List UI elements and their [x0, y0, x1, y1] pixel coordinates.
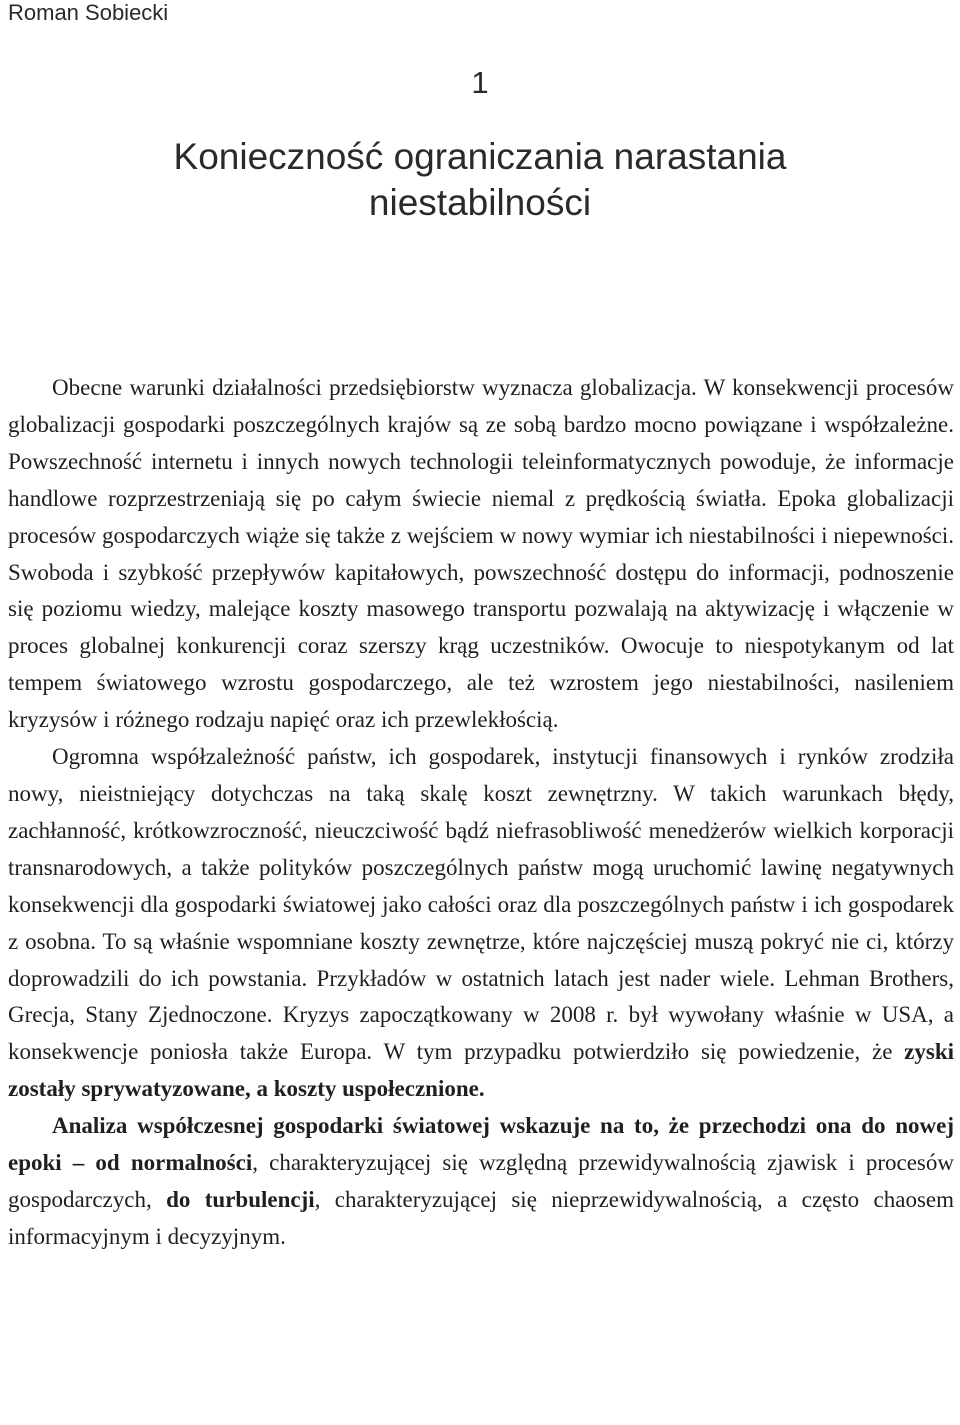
running-head-author: Roman Sobiecki	[8, 0, 169, 25]
paragraph-2-bold: zyski zostały sprywatyzowane, a koszty uspołecznione.	[8, 1039, 954, 1102]
paragraph-3	[8, 1108, 954, 1256]
paragraph-1	[8, 370, 954, 739]
paragraph-3-bold-2: do turbulencji	[166, 1186, 315, 1212]
chapter-title-line2: niestabilności	[368, 182, 592, 223]
chapter-title-line1: Konieczność ograniczania narastania	[173, 136, 787, 177]
paragraph-3-text-2: , charakteryzującej się nieprzewidywalnością, a często chaosem informacyjnym i decyzyjnym.	[8, 1186, 954, 1249]
paragraph-1-text: Obecne warunki działalności przedsiębiorstw wyznacza globalizacja. W konsekwencji procesów globalizacji gospodarki poszczególnych krajów są ze sobą bardzo mocno powiązane i współzależne. Powszechność internetu i innych nowych technologii teleinformatycznych powoduje, że informacje handlowe rozprzestrzeniają się po całym świecie niemal z prędkością światła. Epoka globalizacji procesów gospodarczych wiąże się także z wejściem w nowy wymiar ich niestabilności i niepewności. Swoboda i szybkość przepływów kapitałowych, powszechność dostępu do informacji, podnoszenie się poziomu wiedzy, malejące koszty masowego transportu pozwalają na aktywizację i włączenie w proces globalnej konkurencji coraz szerszy krąg uczestników. Owocuje to niespotykanym od lat tempem światowego wzrostu gospodarczego, ale też wzrostem jego niestabilności, nasileniem kryzysów i różnego rodzaju napięć oraz ich przewlekłością.	[8, 375, 954, 733]
body-text	[8, 370, 954, 1256]
paragraph-3-text-1: , charakteryzującej się względną przewidywalnością zjawisk i procesów gospodarczych,	[8, 1150, 954, 1212]
paragraph-3-bold-1: Analiza współczesnej gospodarki światowej wskazuje na to, że przechodzi ona do nowej epoki – od normalności	[8, 1113, 954, 1176]
chapter-number	[0, 64, 960, 102]
paragraph-2	[8, 739, 954, 1108]
paragraph-2-text: Ogromna współzależność państw, ich gospodarek, instytucji finansowych i rynków zrodziła nowy, nieistniejący dotychczas na taką skalę koszt zewnętrzny. W takich warunkach błędy, zachłanność, krótkowzroczność, nieuczciwość bądź niefrasobliwość menedżerów wielkich korporacji transnarodowych, a także polityków poszczególnych państw mogą uruchomić lawinę negatywnych konsekwencji dla gospodarki światowej jako całości oraz dla poszczególnych państw i ich gospodarek z osobna. To są właśnie wspomniane koszty zewnętrze, które najczęściej muszą pokryć nie ci, którzy doprowadzili do ich powstania. Przykładów w ostatnich latach jest nader wiele. Lehman Brothers, Grecja, Stany Zjednoczone. Kryzys zapoczątkowany w 2008 r. był wywołany właśnie w USA, a konsekwencje poniosła także Europa. W tym przypadku potwierdziło się powiedzenie, że	[8, 744, 954, 1065]
chapter-title	[0, 134, 960, 226]
chapter-number-text: 1	[471, 65, 489, 100]
